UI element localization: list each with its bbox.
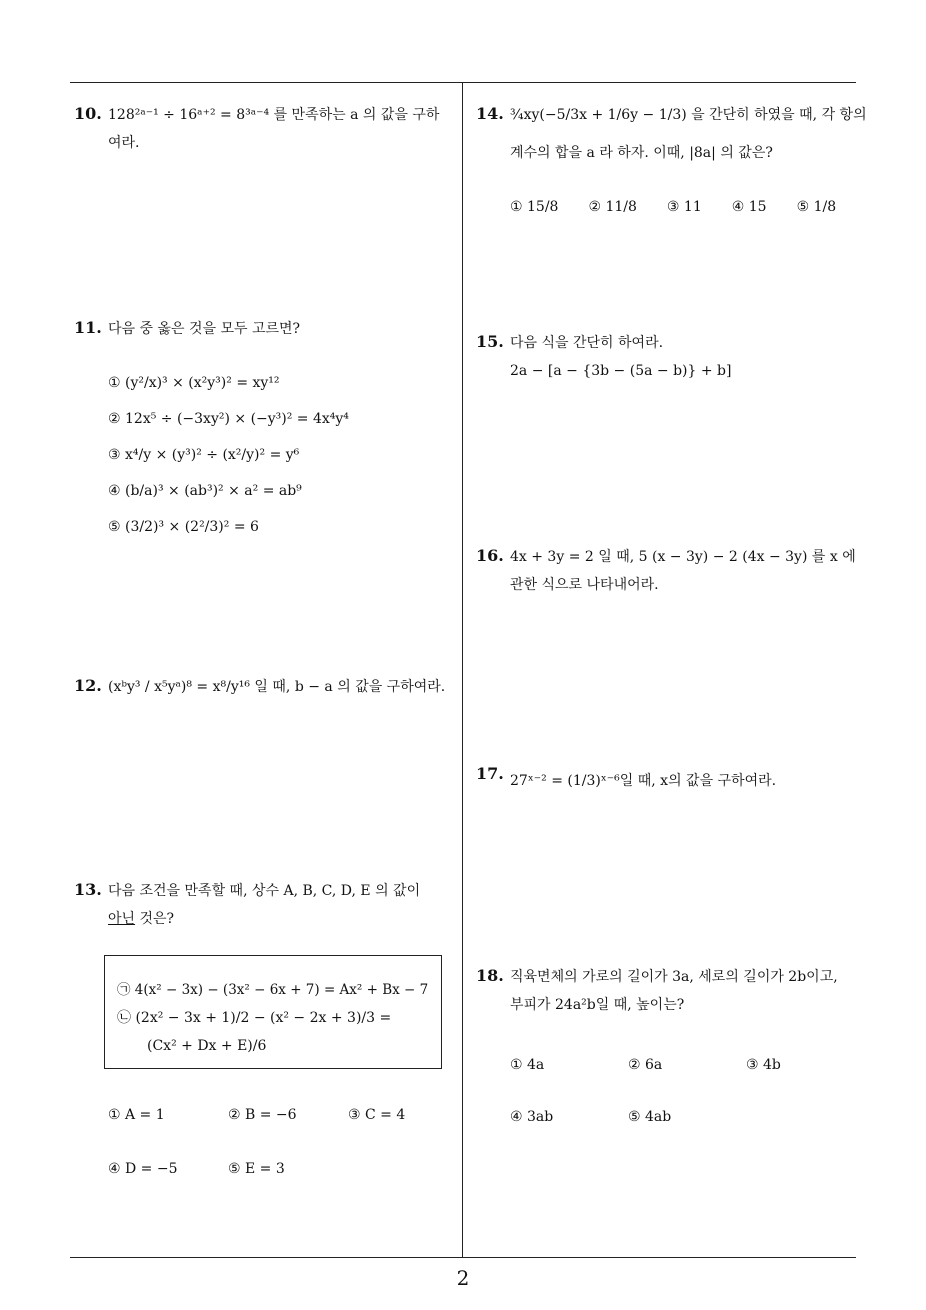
problem-text-line: 직육면체의 가로의 길이가 3a, 세로의 길이가 2b이고,	[510, 969, 838, 985]
problem-text-line	[108, 905, 426, 933]
problem-expression: 2a − [a − {3b − (5a − b)} + b]	[510, 363, 732, 379]
choice-list	[108, 365, 426, 545]
choice-3[interactable]: ③ x⁴/y × (y³)² ÷ (x²/y)² = y⁶	[108, 447, 300, 463]
problem-12	[74, 672, 446, 701]
problem-text-line: 관한 식으로 나타내어라.	[510, 577, 659, 593]
choice-list	[108, 1097, 426, 1187]
problem-stem: 다음 중 옳은 것을 모두 고르면?	[108, 321, 301, 337]
choice-4[interactable]: ④ D = −5	[108, 1161, 178, 1177]
problem-text-line: (xᵇy³ / x⁵yᵃ)⁸ = x⁸/y¹⁶ 일 때, b − a 의 값을 구하여라.	[108, 679, 446, 695]
choice-5[interactable]: ⑤ 4ab	[628, 1109, 672, 1125]
choice-3[interactable]: ③ 11	[666, 199, 702, 215]
choice-2[interactable]: ② 11/8	[588, 199, 637, 215]
choice-1[interactable]: ① 15/8	[510, 199, 559, 215]
page-number: 2	[456, 1266, 470, 1290]
problem-number: 10.	[74, 104, 102, 123]
top-rule	[70, 82, 856, 83]
problem-number: 13.	[74, 880, 102, 899]
problem-text-line: ¾xy(−5/3x + 1/6y − 1/3) 을 간단히 하였을 때, 각 항의	[510, 107, 867, 123]
problem-number: 18.	[476, 966, 504, 985]
problem-text-line: 부피가 24a²b일 때, 높이는?	[510, 997, 685, 1013]
underlined-word: 아닌	[108, 911, 136, 927]
choice-list	[510, 1047, 856, 1135]
problem-14	[476, 100, 867, 225]
choice-3[interactable]: ③ 4b	[746, 1057, 781, 1073]
problem-13	[74, 876, 429, 1187]
condition-2: ㉡ (2x² − 3x + 1)/2 − (x² − 2x + 3)/3 =	[117, 1010, 392, 1026]
problem-number: 15.	[476, 332, 504, 351]
choice-list	[510, 189, 856, 225]
choice-2[interactable]: ② B = −6	[228, 1107, 297, 1123]
choice-2[interactable]: ② 6a	[628, 1057, 663, 1073]
bottom-rule	[70, 1257, 856, 1258]
problem-15	[476, 328, 856, 385]
problem-17	[476, 760, 856, 795]
problem-text-line: 여라.	[108, 135, 140, 151]
problem-number: 17.	[476, 764, 504, 783]
problem-text-line: 4x + 3y = 2 일 때, 5 (x − 3y) − 2 (4x − 3y) 를 x 에	[510, 549, 856, 565]
problem-text-line: 다음 조건을 만족할 때, 상수 A, B, C, D, E 의 값이	[108, 883, 421, 899]
problem-number: 11.	[74, 318, 102, 337]
choice-5[interactable]: ⑤ (3/2)³ × (2²/3)² = 6	[108, 519, 259, 535]
choice-1[interactable]: ① (y²/x)³ × (x²y³)² = xy¹²	[108, 375, 280, 391]
choice-4[interactable]: ④ 15	[731, 199, 767, 215]
choice-5[interactable]: ⑤ 1/8	[796, 199, 837, 215]
column-divider	[462, 82, 463, 1258]
problem-11	[74, 314, 426, 545]
condition-1: ㉠ 4(x² − 3x) − (3x² − 6x + 7) = Ax² + Bx − 7	[117, 982, 429, 998]
condition-2-result: (Cx² + Dx + E)/6	[147, 1038, 267, 1054]
problem-16	[476, 542, 856, 599]
problem-number: 14.	[476, 104, 504, 123]
problem-10	[74, 100, 440, 157]
choice-2[interactable]: ② 12x⁵ ÷ (−3xy²) × (−y³)² = 4x⁴y⁴	[108, 411, 349, 427]
problem-18	[476, 962, 856, 1135]
choice-4[interactable]: ④ (b/a)³ × (ab³)² × a² = ab⁹	[108, 483, 302, 499]
condition-box	[104, 955, 442, 1069]
choice-1[interactable]: ① A = 1	[108, 1107, 165, 1123]
problem-text-line: 128²ᵃ⁻¹ ÷ 16ᵃ⁺² = 8³ᵃ⁻⁴ 를 만족하는 a 의 값을 구하	[108, 107, 440, 123]
choice-3[interactable]: ③ C = 4	[348, 1107, 406, 1123]
choice-1[interactable]: ① 4a	[510, 1057, 545, 1073]
problem-text-rest: 것은?	[135, 911, 175, 927]
problem-number: 16.	[476, 546, 504, 565]
problem-number: 12.	[74, 676, 102, 695]
problem-text-line: 계수의 합을 a 라 하자. 이때, |8a| 의 값은?	[510, 145, 773, 161]
problem-text-line: 27ˣ⁻² = (1/3)ˣ⁻⁶일 때, x의 값을 구하여라.	[510, 773, 777, 789]
problem-text-line: 다음 식을 간단히 하여라.	[510, 335, 664, 351]
choice-5[interactable]: ⑤ E = 3	[228, 1161, 285, 1177]
choice-4[interactable]: ④ 3ab	[510, 1109, 554, 1125]
